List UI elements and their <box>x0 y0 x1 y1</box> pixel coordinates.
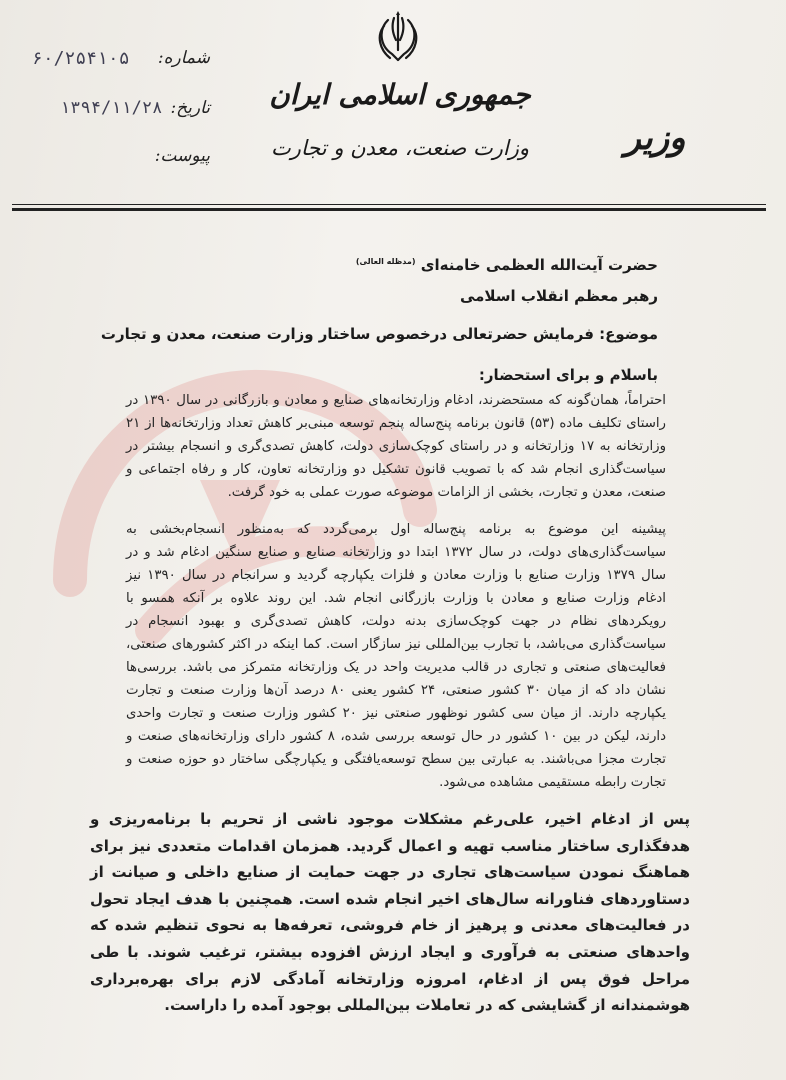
republic-title: جمهوری اسلامی ایران <box>269 78 531 111</box>
date-value: ۱۳۹۴/۱۱/۲۸ <box>60 98 163 118</box>
paragraph-3: پس از ادغام اخیر، علی‌رغم مشکلات موجود ناشی از تحریم با برنامه‌ریزی و هدفگذاری ساختار مناسب تهیه و اعمال گردید. همزمان اقدامات متعددی نیز برای هماهنگ نمودن سیاست‌های تجاری در جهت حمایت از صنایع داخلی و صیانت از دستاوردهای فناورانه سال‌های اخیر انجام شده است. همچنین با هدف ایجاد تحول در فعالیت‌های معدنی و پرهیز از خام فروشی، تعرفه‌ها به نحوی تنظیم شده که واحدهای صنعتی به فرآوری و ایجاد ارزش افزوده بیشتر، ترغیب شوند. با طی مراحل فوق پس از ادغام، امروزه وزارتخانه آمادگی لازم برای بهره‌برداری هوشمندانه از گشایشی که در تعاملات بین‌المللی بوجود آمده را داراست. <box>90 810 690 1015</box>
recipient-name: حضرت آیت‌الله العظمی خامنه‌ای <box>420 256 658 274</box>
letter-salutation: باسلام و برای استحضار: <box>478 366 658 384</box>
meta-attachment-row <box>20 146 210 176</box>
paragraph-2: پیشینه این موضوع به برنامه پنج‌ساله اول برمی‌گردد که به‌منظور انسجام‌بخشی به سیاست‌گذاری‌های دولت، در سال ۱۳۷۲ ابتدا دو وزارتخانه صنایع و صنایع سنگین ادغام شد و در سال ۱۳۷۹ وزارت صنایع با وزارت معادن و فلزات یکپارچه گردید و سرانجام در سال ۱۳۹۰ نیز ادغام وزارت صنایع و معادن با وزارت بازرگانی انجام شد. این روند علاوه بر آنکه همسو با رویکردهای نظام در جهت کوچک‌سازی بدنه دولت، کاهش تصدی‌گری و بهبود انسجام در سیاست‌گذاری می‌باشد، با تجارب بین‌المللی نیز سازگار است. کما اینکه در اکثر کشورهای صنعتی، فعالیت‌های صنعتی و تجاری در قالب مدیریت واحد در یک وزارتخانه متمرکز می باشد. بررسی‌ها نشان داد که از میان ۳۰ کشور صنعتی، ۲۴ کشور یعنی ۸۰ درصد آن‌ها وزارت صنعت و تجارت یکپارچه دارند. از میان سی کشور نوظهور صنعتی نیز ۲۰ کشور وزارت صنعت و تجارت واحدی دارند، لیکن در بین ۱۰ کشور در حال توسعه بررسی شده، ۸ کشور دارای وزارتخانه‌های صنعت و تجارت مجزا می‌باشند. به عبارتی بین سطح توسعه‌یافتگی و یکپارچگی ساختار دو حوزه صنعت و تجارت رابطه مستقیمی مشاهده می‌شود. <box>126 522 666 790</box>
date-label: تاریخ: <box>170 98 210 118</box>
recipient-line-1 <box>356 256 658 274</box>
number-label: شماره: <box>157 48 210 68</box>
ministry-title: وزارت صنعت، معدن و تجارت <box>270 136 530 160</box>
recipient-honorific: (مدظله العالی) <box>355 257 416 266</box>
paragraph-1: احتراماً، همان‌گونه که مستحضرند، ادغام وزارتخانه‌های صنایع و معادن و بازرگانی در سال ۱۳۹۰ در راستای تکلیف ماده (۵۳) قانون برنامه پنج‌ساله پنجم توسعه مبنی‌بر کاهش تعداد وزارتخانه‌ها از ۲۱ وزارتخانه به ۱۷ وزارتخانه و در راستای کوچک‌سازی دولت، کاهش تصدی‌گری و انسجام بیشتر در سیاست‌گذاری انجام شد که با تصویب قانون تشکیل دو وزارتخانه تعاون، کار و رفاه اجتماعی و صنعت، معدن و تجارت، بخشی از الزامات موضوعه صورت عملی به خود گرفت. <box>126 393 666 500</box>
meta-number-row <box>20 48 210 78</box>
iran-emblem-icon <box>372 10 424 66</box>
number-value: ۶۰/۲۵۴۱۰۵ <box>32 48 130 69</box>
recipient-line-2: رهبر معظم انقلاب اسلامی <box>459 287 658 305</box>
header-divider-thin <box>12 204 766 205</box>
header-divider-thick <box>12 208 766 211</box>
letter-subject: موضوع: فرمایش حضرتعالی درخصوص ساختار وزارت صنعت، معدن و تجارت <box>100 325 658 343</box>
minister-label: وزیر <box>624 118 686 158</box>
meta-date-row <box>20 98 210 128</box>
attachment-label: پیوست: <box>154 146 210 166</box>
letter-meta <box>20 42 210 182</box>
